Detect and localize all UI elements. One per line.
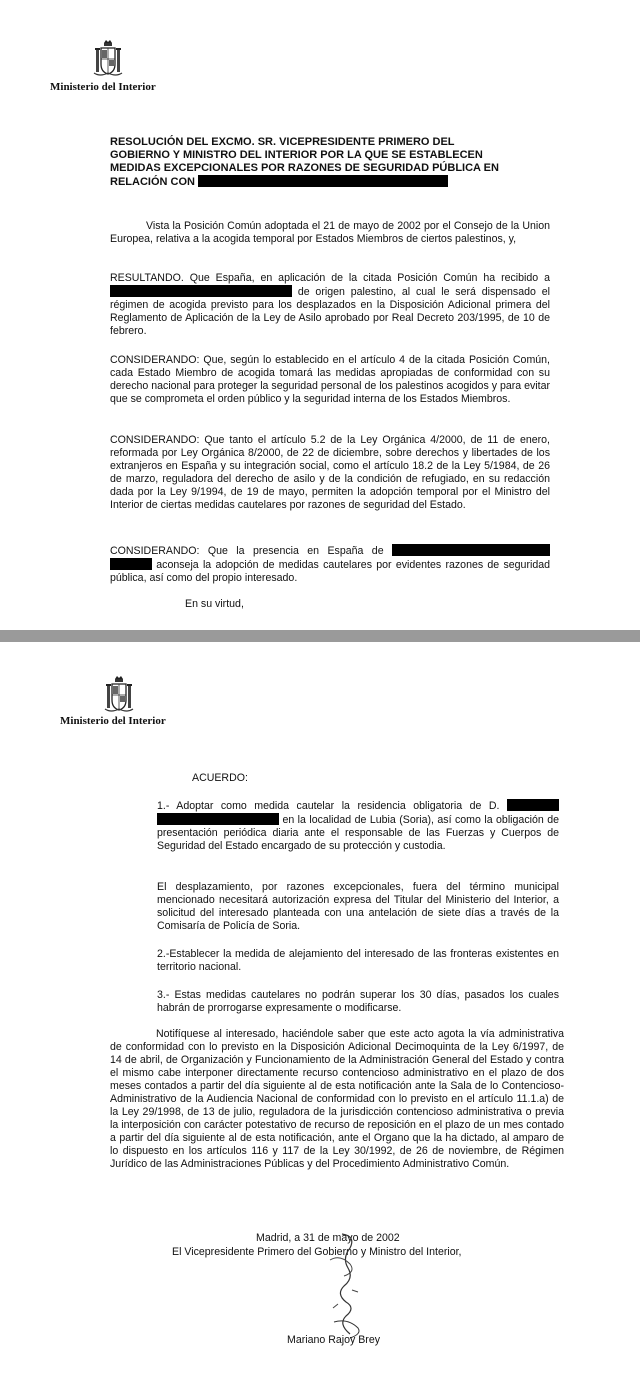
ministry-name: Ministerio del Interior [60, 715, 166, 727]
en-su-virtud: En su virtud, [185, 598, 244, 610]
title-line: MEDIDAS EXCEPCIONALES POR RAZONES DE SEGURIDAD PÚBLICA EN [110, 162, 499, 174]
redaction-bar [507, 799, 559, 811]
document-page-1 [0, 0, 640, 630]
ministry-name: Ministerio del Interior [50, 81, 156, 93]
agreement-item-3: 3.- Estas medidas cautelares no podrán superar los 30 días, pasados los cuales habrán de prorrogarse expresamente o modificarse. [157, 989, 559, 1014]
resolution-title [110, 136, 550, 189]
coat-of-arms-icon [104, 676, 134, 714]
considerando-2-paragraph: CONSIDERANDO: Que tanto el artículo 5.2 de la Ley Orgánica 4/2000, de 11 de enero, reformada por Ley Orgánica 8/2000, de 22 de diciembre, sobre derechos y libertades de los extranjeros en España y su integración social, como el artículo 18.2 de la Ley 5/1984, de 26 de marzo, reguladora del derecho de asilo y de la condición de refugiado, en su redacción dada por la Ley 9/1994, de 19 de mayo, permiten la adopción temporal por el Ministro del Interior de ciertas medidas cautelares por razones de seguridad del Estado. [110, 434, 550, 511]
coat-of-arms-icon [93, 40, 123, 78]
agreement-item-1-note: El desplazamiento, por razones excepcionales, fuera del término municipal mencionado necesitará autorización expresa del Titular del Ministerio del Interior, a solicitud del interesado planteada con una antelación de siete días a través de la Comisaría de Policía de Soria. [157, 881, 559, 932]
redaction-bar [110, 285, 292, 297]
acuerdo-heading: ACUERDO: [192, 772, 248, 784]
title-line: GOBIERNO Y MINISTRO DEL INTERIOR POR LA QUE SE ESTABLECEN [110, 149, 483, 161]
agreement-item-2: 2.-Establecer la medida de alejamiento del interesado de las fronteras existentes en territorio nacional. [157, 948, 559, 973]
considerando-3-paragraph: CONSIDERANDO: Que la presencia en España de aconseja la adopción de medidas cautelares por evidentes razones de seguridad pública, así como del propio interesado. [110, 545, 550, 584]
document-page-2 [0, 642, 640, 1386]
page-divider [0, 630, 640, 642]
redaction-bar [157, 813, 279, 825]
considerando-1-paragraph: CONSIDERANDO: Que, según lo establecido en el artículo 4 de la citada Posición Común, cada Estado Miembro de acogida tomará las medidas apropiadas de conformidad con su derecho nacional para proteger la seguridad personal de los palestinos acogidos y para evitar que se comprometa el orden público y la seguridad interna de los Estados Miembros. [110, 354, 550, 405]
signatory-name: Mariano Rajoy Brey [287, 1334, 381, 1346]
title-line: RELACIÓN CON [110, 175, 550, 189]
agreement-item-1: 1.- Adoptar como medida cautelar la residencia obligatoria de D. en la localidad de Lubia (Soria), así como la obligación de presentación periódica diaria ante el responsable de las Fuerzas y Cuerpos de Seguridad del Estado encargado de su protección y custodia. [157, 800, 559, 852]
notification-paragraph: Notifíquese al interesado, haciéndole saber que este acto agota la vía administrativa de conformidad con lo previsto en la Disposición Adicional Decimoquinta de la Ley 6/1997, de 14 de abril, de Organización y Funcionamiento de la Administración General del Estado y contra el mismo cabe interponer directamente recurso contencioso administrativo en el plazo de dos meses contados a partir del día siguiente al de esta notificación ante la Sala de lo Contencioso-Administrativo de la Audiencia Nacional de conformidad con lo previsto en el artículo 11.1.a) de la Ley 29/1998, de 13 de julio, reguladora de la jurisdicción contencioso administrativa o previa la interposición con carácter potestativo de recurso de reposición en el plazo de un mes contado a partir del día siguiente al de esta notificación, ante el Organo que la ha dictado, al amparo de lo dispuesto en los artículos 116 y 117 de la Ley 30/1992, de 26 de noviembre, de Régimen Jurídico de las Administraciones Públicas y del Procedimiento Administrativo Común. [110, 1028, 564, 1170]
date-line: Madrid, a 31 de mayo de 2002 [256, 1232, 400, 1244]
resultando-paragraph: RESULTANDO. Que España, en aplicación de la citada Posición Común ha recibido a de origen palestino, al cual le será dispensado el régimen de acogida previsto para los desplazados en la Disposición Adicional primera del Reglamento de Aplicación de la Ley de Asilo aprobado por Real Decreto 203/1995, de 10 de febrero. [110, 272, 550, 337]
signatory-title: El Vicepresidente Primero del Gobierno y Ministro del Interior, [172, 1246, 462, 1258]
visto-paragraph: Vista la Posición Común adoptada el 21 de mayo de 2002 por el Consejo de la Union Europea, relativa a la acogida temporal por Estados Miembros de ciertos palestinos, y, [110, 220, 550, 245]
redaction-bar [110, 558, 152, 570]
title-line: RESOLUCIÓN DEL EXCMO. SR. VICEPRESIDENTE PRIMERO DEL [110, 136, 455, 148]
redaction-bar [392, 544, 550, 556]
redaction-bar [198, 175, 448, 187]
